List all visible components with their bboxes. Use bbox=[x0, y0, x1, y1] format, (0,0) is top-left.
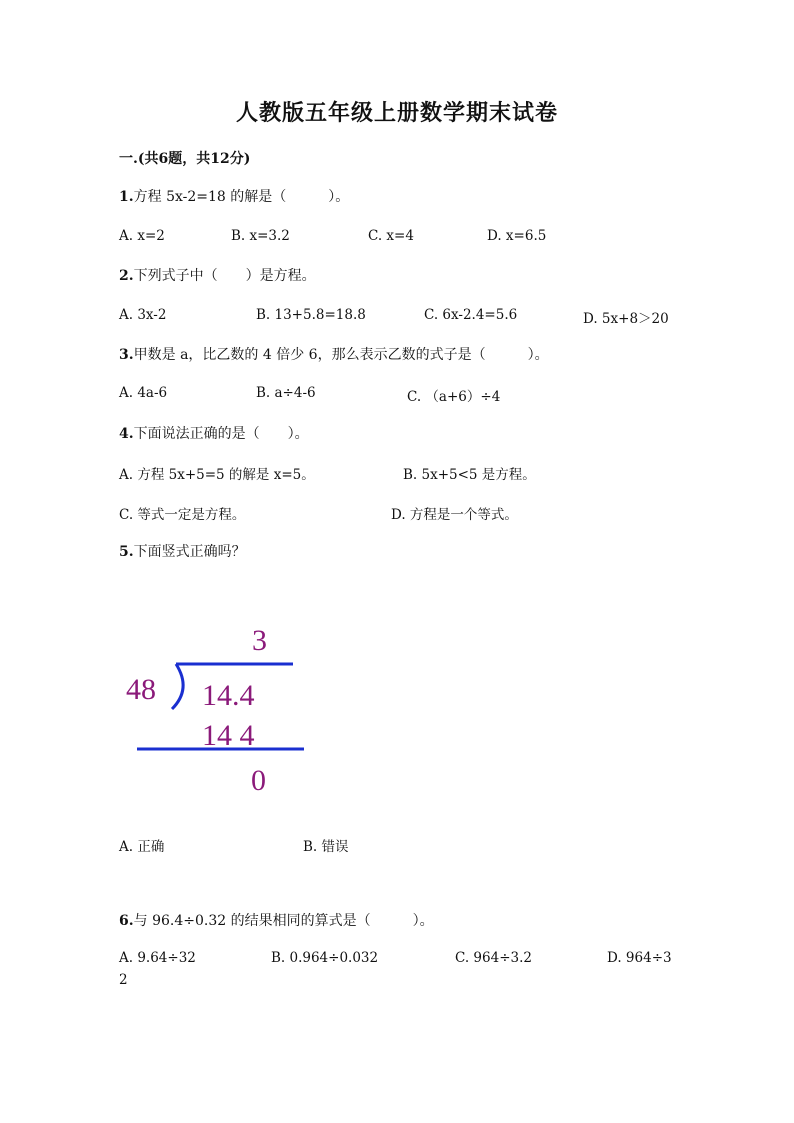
option-b: B. 13+5.8=18.8 bbox=[256, 307, 366, 323]
question-text: 下面说法正确的是（ ）。 bbox=[133, 426, 309, 442]
option-c: C. 等式一定是方程。 bbox=[119, 507, 246, 523]
option-c: C. （a+6）÷4 bbox=[407, 389, 501, 405]
division-remainder: 0 bbox=[251, 764, 266, 797]
option-c: C. x=4 bbox=[368, 228, 414, 244]
question-number: 1. bbox=[119, 189, 134, 205]
question-number: 4. bbox=[119, 426, 134, 442]
option-b: B. x=3.2 bbox=[231, 228, 290, 244]
option-a: A. 3x-2 bbox=[119, 307, 167, 323]
option-a: A. x=2 bbox=[119, 228, 165, 244]
division-divisor: 48 bbox=[126, 673, 156, 706]
section-heading: 一.(共6题，共12分) bbox=[119, 151, 251, 167]
question-4 bbox=[119, 423, 309, 443]
option-a: A. 方程 5x+5=5 的解是 x=5。 bbox=[119, 467, 315, 483]
question-text: 方程 5x-2=18 的解是（ ）。 bbox=[133, 189, 350, 205]
question-3 bbox=[119, 344, 549, 364]
option-b: B. 0.964÷0.032 bbox=[271, 950, 379, 966]
option-a: A. 9.64÷32 bbox=[119, 950, 196, 966]
option-d: D. x=6.5 bbox=[487, 228, 547, 244]
division-product: 14 4 bbox=[202, 719, 255, 752]
option-d: D. 964÷3 bbox=[607, 950, 672, 966]
question-5 bbox=[119, 541, 246, 561]
question-number: 6. bbox=[119, 913, 134, 929]
question-number: 2. bbox=[119, 268, 134, 284]
option-b: B. 错误 bbox=[303, 839, 349, 855]
division-quotient: 3 bbox=[252, 624, 267, 657]
option-d: D. 方程是一个等式。 bbox=[391, 507, 518, 523]
question-number: 5. bbox=[119, 544, 134, 560]
division-bracket bbox=[172, 664, 183, 709]
question-2 bbox=[119, 265, 316, 285]
question-text: 与 96.4÷0.32 的结果相同的算式是（ ）。 bbox=[133, 913, 434, 929]
option-b: B. a÷4-6 bbox=[256, 385, 316, 401]
question-6 bbox=[119, 910, 434, 930]
option-b: B. 5x+5<5 是方程。 bbox=[403, 467, 536, 483]
option-a: A. 正确 bbox=[119, 839, 165, 855]
question-text: 甲数是 a，比乙数的 4 倍少 6，那么表示乙数的式子是（ ）。 bbox=[133, 347, 549, 363]
option-a: A. 4a-6 bbox=[119, 385, 168, 401]
option-c: C. 6x-2.4=5.6 bbox=[424, 307, 518, 323]
option-d-wrap: 2 bbox=[119, 972, 128, 988]
option-c: C. 964÷3.2 bbox=[455, 950, 532, 966]
option-d: D. 5x+8＞20 bbox=[583, 311, 669, 327]
page-title: 人教版五年级上册数学期末试卷 bbox=[235, 100, 558, 126]
question-1 bbox=[119, 186, 349, 206]
division-dividend: 14.4 bbox=[202, 679, 255, 712]
question-text: 下面竖式正确吗？ bbox=[133, 544, 246, 560]
question-number: 3. bbox=[119, 347, 134, 363]
question-text: 下列式子中（ ）是方程。 bbox=[133, 268, 316, 284]
long-division-figure bbox=[110, 615, 320, 805]
